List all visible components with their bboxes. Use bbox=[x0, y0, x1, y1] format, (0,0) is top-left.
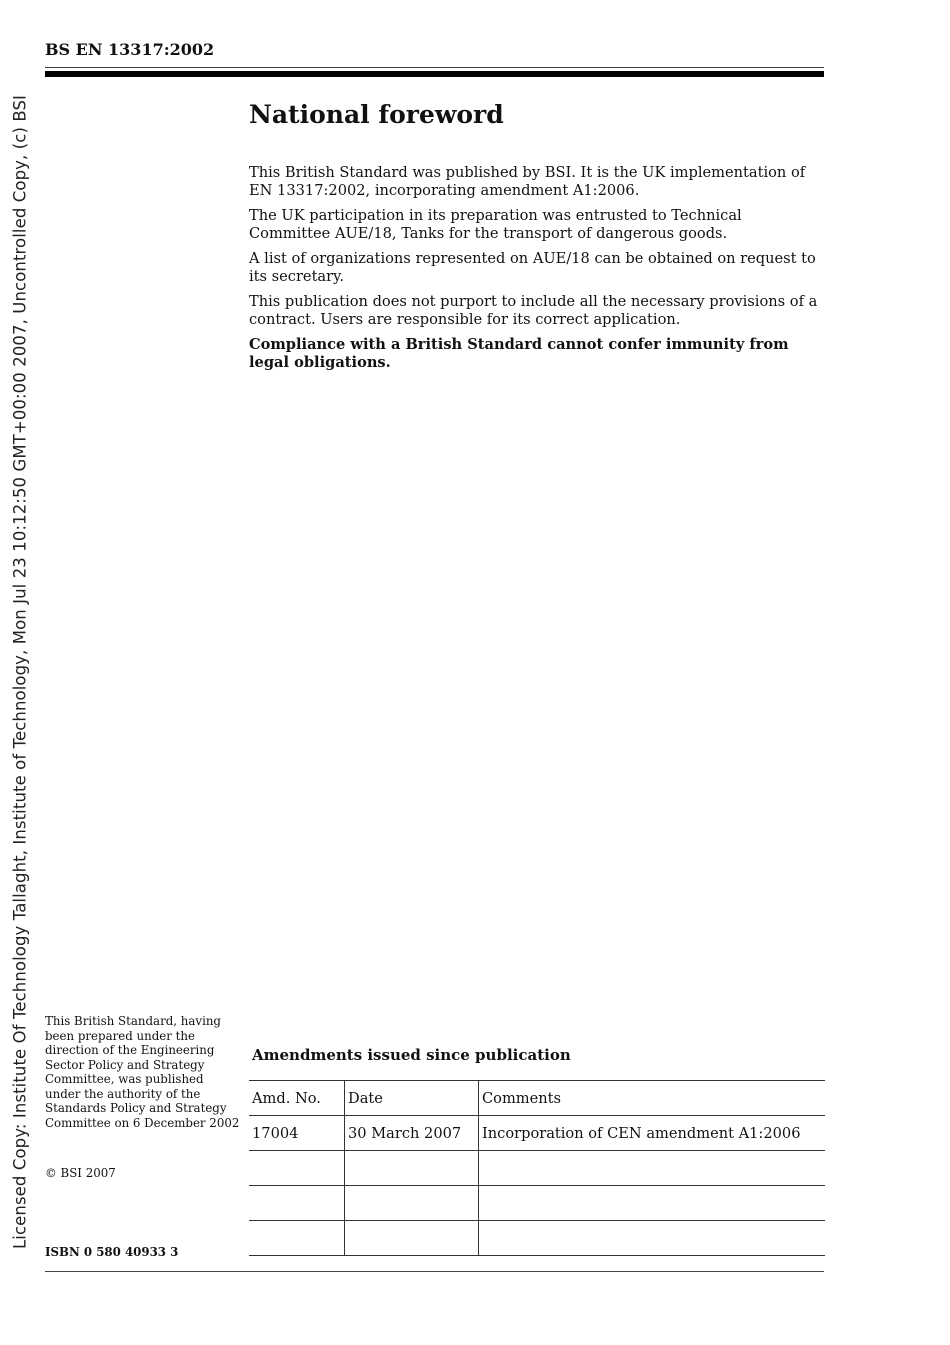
copyright-notice: © BSI 2007 bbox=[45, 1166, 116, 1180]
table-row bbox=[249, 1116, 825, 1151]
cell-amd-no: 17004 bbox=[249, 1116, 345, 1151]
cell-amd-no bbox=[249, 1151, 345, 1186]
amendments-table bbox=[249, 1080, 825, 1256]
cell-comments bbox=[479, 1151, 826, 1186]
column-header-amd-no: Amd. No. bbox=[249, 1081, 345, 1116]
approval-note: This British Standard, having been prepared under the direction of the Engineering Sector Policy and Strategy Committee, was published under the authority of the Standards Policy and Strategy Committee on 6 December 2002 bbox=[45, 1014, 240, 1130]
footer-rule bbox=[45, 1271, 824, 1272]
cell-comments bbox=[479, 1221, 826, 1256]
header-rule-thick bbox=[45, 71, 824, 77]
paragraph-organizations: A list of organizations represented on AUE/18 can be obtained on request to its secretary. bbox=[249, 250, 816, 285]
document-id: BS EN 13317:2002 bbox=[45, 40, 215, 59]
cell-date bbox=[345, 1151, 479, 1186]
cell-date: 30 March 2007 bbox=[345, 1116, 479, 1151]
column-header-date: Date bbox=[345, 1081, 479, 1116]
table-row bbox=[249, 1221, 825, 1256]
table-header-row bbox=[249, 1081, 825, 1116]
table-row bbox=[249, 1186, 825, 1221]
header-rule-thin bbox=[45, 67, 824, 68]
cell-comments: Incorporation of CEN amendment A1:2006 bbox=[479, 1116, 826, 1151]
foreword-body bbox=[249, 164, 827, 379]
cell-amd-no bbox=[249, 1221, 345, 1256]
paragraph-committee: The UK participation in its preparation was entrusted to Technical Committee AUE/18, Tanks for the transport of dangerous goods. bbox=[249, 207, 742, 242]
column-header-comments: Comments bbox=[479, 1081, 826, 1116]
table-row bbox=[249, 1151, 825, 1186]
paragraph-publication: This British Standard was published by BSI. It is the UK implementation of EN 13317:2002, incorporating amendment A1:2006. bbox=[249, 164, 806, 199]
cell-date bbox=[345, 1221, 479, 1256]
cell-amd-no bbox=[249, 1186, 345, 1221]
cell-date bbox=[345, 1186, 479, 1221]
license-watermark: Licensed Copy: Institute Of Technology Tallaght, Institute of Technology, Mon Jul 23 10:12:50 GMT+00:00 2007, Uncontrolled Copy, (c) BSI bbox=[10, 95, 30, 1249]
paragraph-provisions: This publication does not purport to include all the necessary provisions of a contract. Users are responsible for its correct application. bbox=[249, 293, 818, 328]
page-title: National foreword bbox=[249, 100, 504, 129]
amendments-heading: Amendments issued since publication bbox=[252, 1046, 571, 1064]
paragraph-compliance: Compliance with a British Standard cannot confer immunity from legal obligations. bbox=[249, 336, 789, 371]
isbn: ISBN 0 580 40933 3 bbox=[45, 1245, 179, 1259]
cell-comments bbox=[479, 1186, 826, 1221]
